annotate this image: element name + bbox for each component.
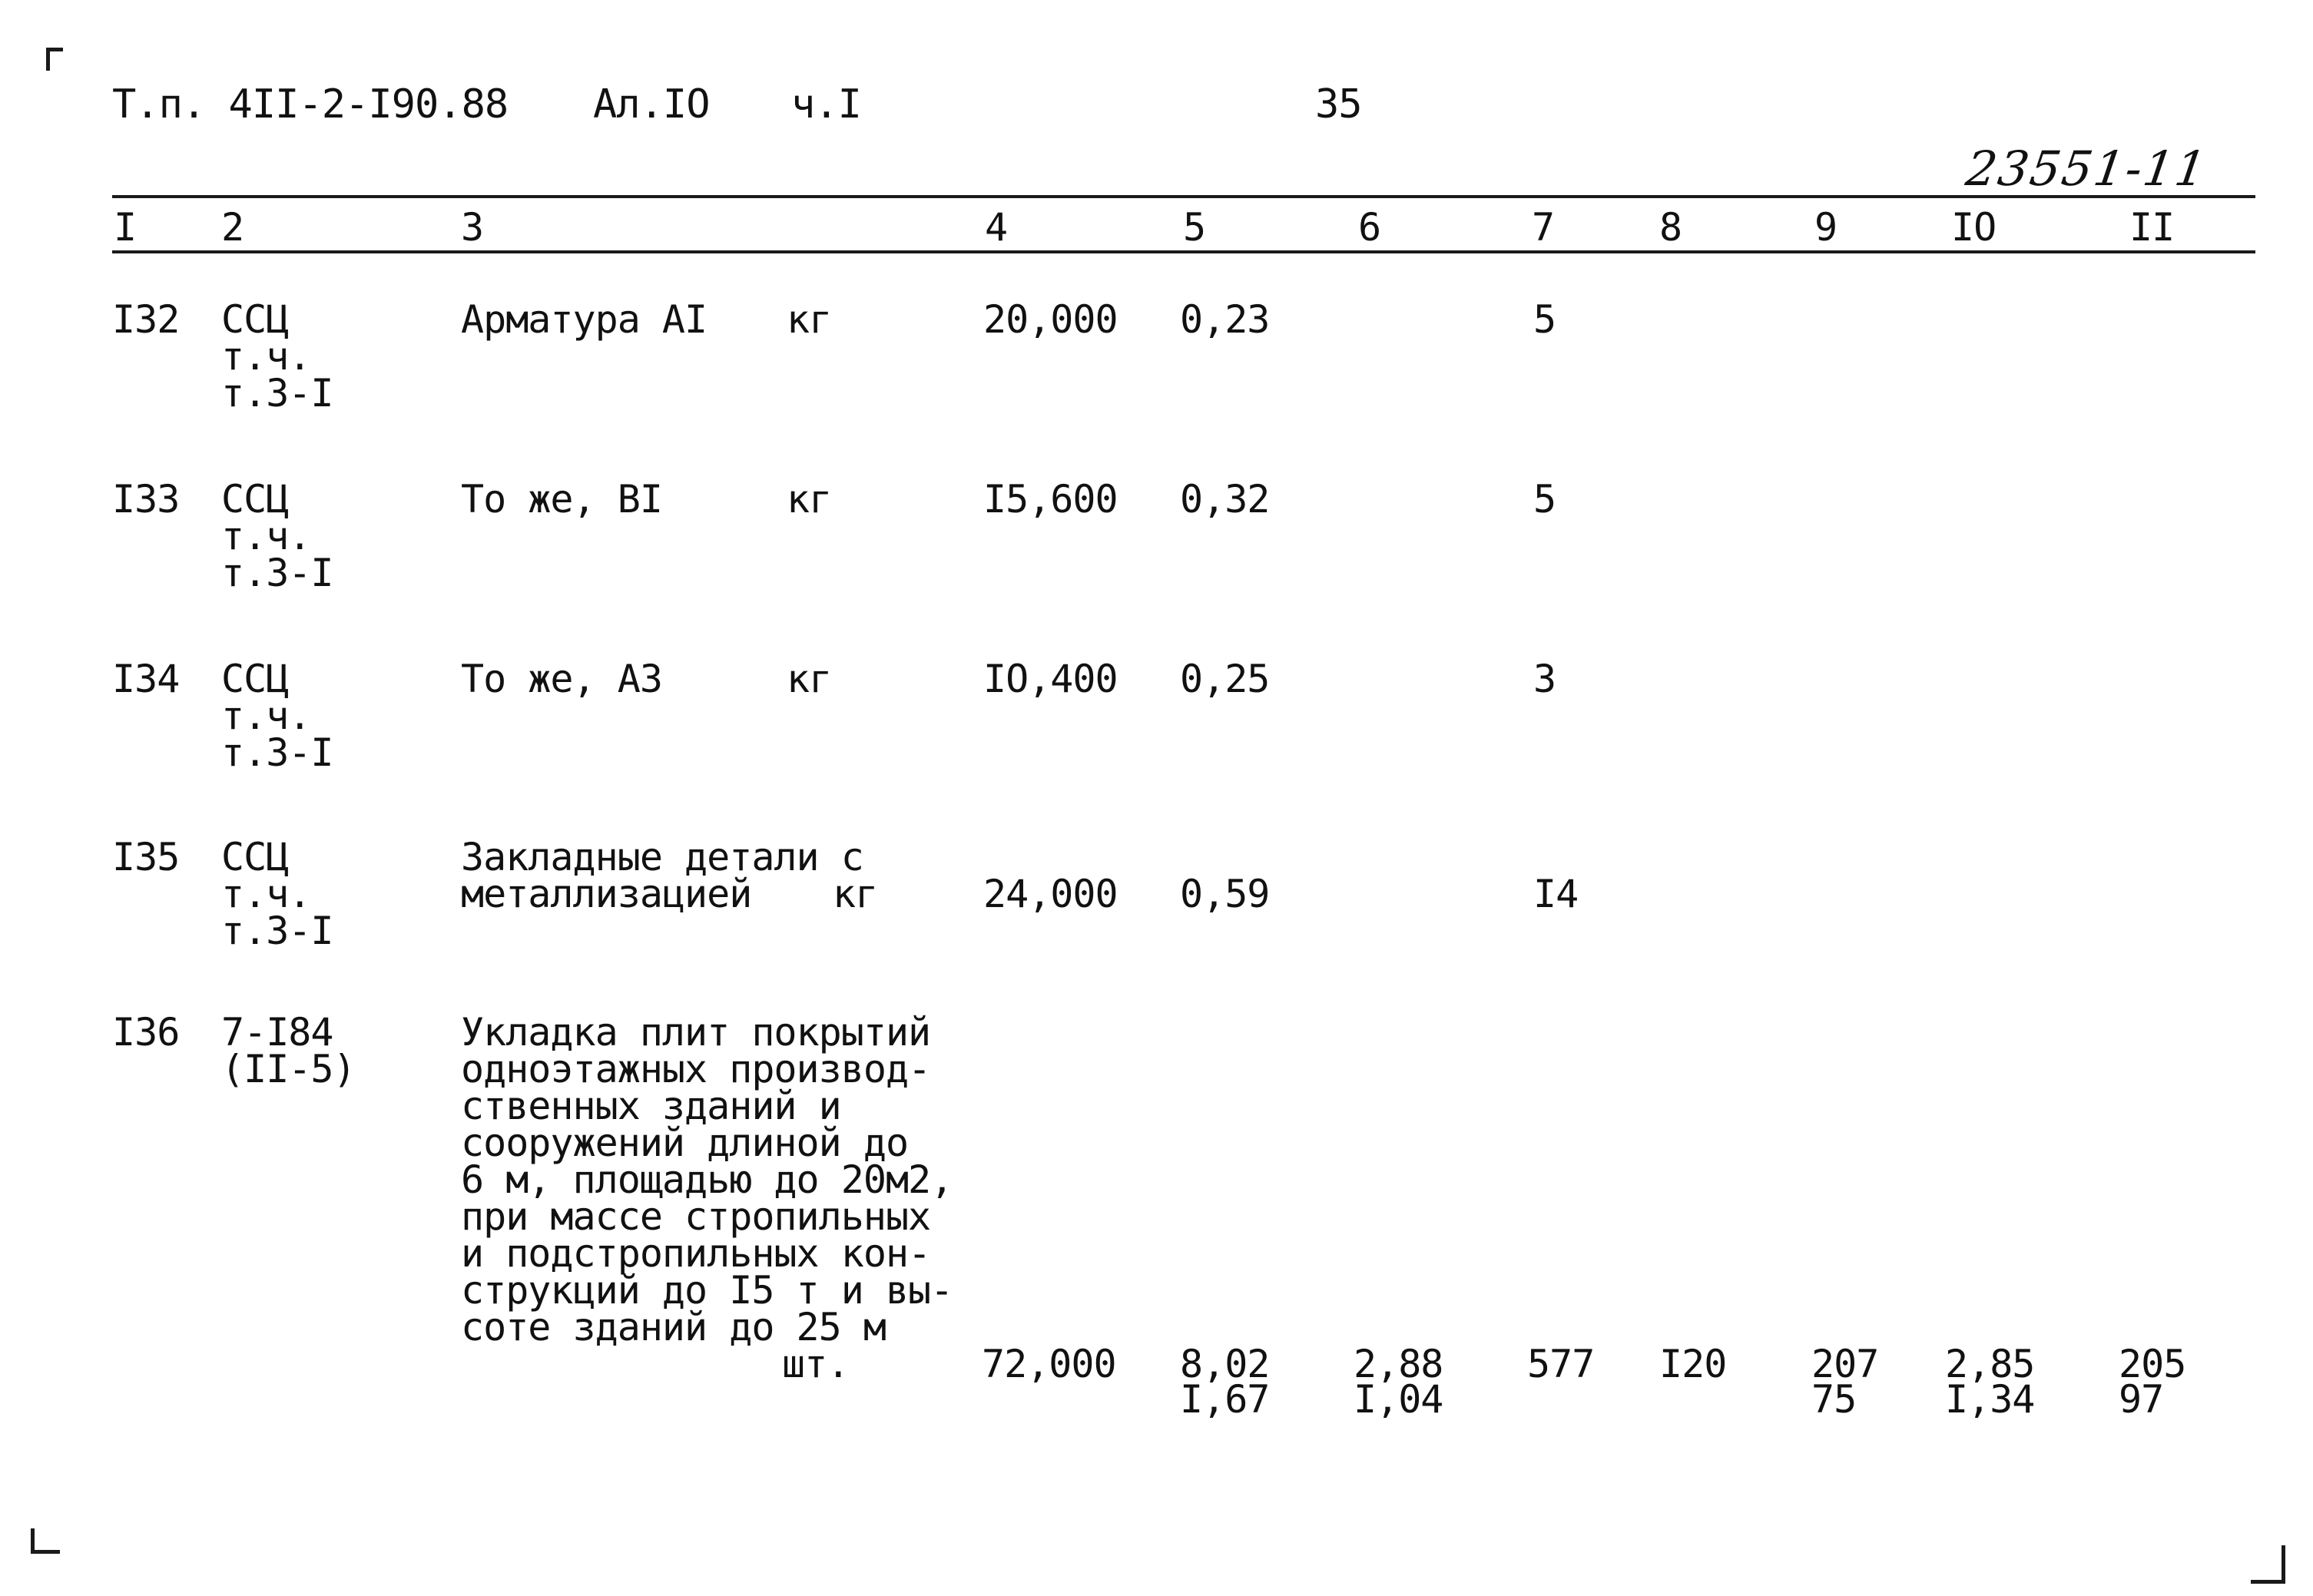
column-header: 2: [221, 205, 244, 250]
handwritten-registration-code: 23551-11: [1962, 141, 2212, 197]
quantity: 72,000: [982, 1342, 1116, 1386]
total-value: I4: [1533, 872, 1579, 916]
code-line: т.ч.: [221, 514, 311, 558]
column-10-value: 2,85: [1945, 1342, 2035, 1386]
table-header-rule: [112, 250, 2255, 253]
code-line: т.3-I: [221, 551, 333, 595]
corner-mark-bottom-right: [2282, 1545, 2285, 1584]
description-line: То же, A3: [461, 657, 662, 701]
column-header: 5: [1183, 205, 1206, 250]
unit: кг: [833, 872, 878, 916]
column-9-value: 75: [1811, 1377, 1857, 1422]
row-number: I32: [112, 297, 180, 342]
column-header: I: [114, 205, 137, 250]
description-line: 6 м, площадью до 20м2,: [461, 1157, 953, 1202]
description-line: Укладка плит покрытий: [461, 1010, 931, 1055]
cost-value: I,67: [1180, 1377, 1270, 1422]
code-line: 7-I84: [221, 1010, 333, 1055]
cost-value: 8,02: [1180, 1342, 1270, 1386]
description-line: соте зданий до 25 м: [461, 1305, 886, 1349]
description-line: То же, BI: [461, 477, 662, 522]
column-header: IO: [1951, 205, 1997, 250]
corner-mark-bottom-right-h: [2251, 1580, 2285, 1584]
code-line: ССЦ: [221, 297, 289, 342]
quantity: I5,600: [983, 477, 1118, 522]
part-number: ч.I: [791, 81, 861, 127]
code-line: т.3-I: [221, 371, 333, 416]
unit: кг: [787, 477, 832, 522]
row-number: I36: [112, 1010, 180, 1055]
column-header: II: [2129, 205, 2175, 250]
code-line: ССЦ: [221, 477, 289, 522]
cost-value: 0,32: [1180, 477, 1270, 522]
quantity: 24,000: [983, 872, 1118, 916]
unit: шт.: [782, 1342, 850, 1386]
total-value: 5: [1533, 297, 1556, 342]
column-10-value: I,34: [1945, 1377, 2035, 1422]
description-line: при массе стропильных: [461, 1194, 931, 1239]
code-line: т.3-I: [221, 909, 333, 953]
column-11-value: 205: [2119, 1342, 2186, 1386]
description-line: сооружений длиной до: [461, 1121, 909, 1165]
unit: кг: [787, 657, 832, 701]
cost-value: 0,59: [1180, 872, 1270, 916]
description-line: металлизацией: [461, 872, 752, 916]
column-8-value: I20: [1659, 1342, 1727, 1386]
code-line: т.ч.: [221, 694, 311, 738]
table-top-rule: [112, 195, 2255, 198]
quantity: IO,400: [983, 657, 1118, 701]
total-value: 5: [1533, 477, 1556, 522]
row-number: I34: [112, 657, 180, 701]
column-header: 4: [985, 205, 1008, 250]
unit: кг: [787, 297, 832, 342]
code-line: ССЦ: [221, 657, 289, 701]
document-reference: Т.п. 4II-2-I90.88: [112, 81, 509, 127]
description-line: Арматура AI: [461, 297, 707, 342]
page-number: 35: [1315, 81, 1362, 127]
corner-mark-top-left-h: [46, 48, 63, 51]
row-number: I35: [112, 835, 180, 879]
total-value: 577: [1527, 1342, 1595, 1386]
code-line: (II-5): [221, 1047, 356, 1091]
column-header: 9: [1814, 205, 1837, 250]
code-line: т.ч.: [221, 334, 311, 379]
code-line: ССЦ: [221, 835, 289, 879]
column-header: 8: [1659, 205, 1682, 250]
column-6-value: 2,88: [1354, 1342, 1443, 1386]
description-line: ственных зданий и: [461, 1084, 841, 1128]
column-header: 6: [1358, 205, 1381, 250]
column-6-value: I,04: [1354, 1377, 1443, 1422]
cost-value: 0,25: [1180, 657, 1270, 701]
column-header: 7: [1532, 205, 1555, 250]
column-11-value: 97: [2119, 1377, 2164, 1422]
cost-value: 0,23: [1180, 297, 1270, 342]
column-9-value: 207: [1811, 1342, 1879, 1386]
album-number: Ал.IO: [593, 81, 710, 127]
description-line: струкций до I5 т и вы-: [461, 1268, 953, 1313]
corner-mark-bottom-left-h: [31, 1550, 60, 1554]
code-line: т.3-I: [221, 730, 333, 775]
code-line: т.ч.: [221, 872, 311, 916]
description-line: одноэтажных производ-: [461, 1047, 931, 1091]
column-header: 3: [461, 205, 484, 250]
quantity: 20,000: [983, 297, 1118, 342]
description-line: Закладные детали с: [461, 835, 863, 879]
row-number: I33: [112, 477, 180, 522]
total-value: 3: [1533, 657, 1556, 701]
description-line: и подстропильных кон-: [461, 1231, 931, 1276]
